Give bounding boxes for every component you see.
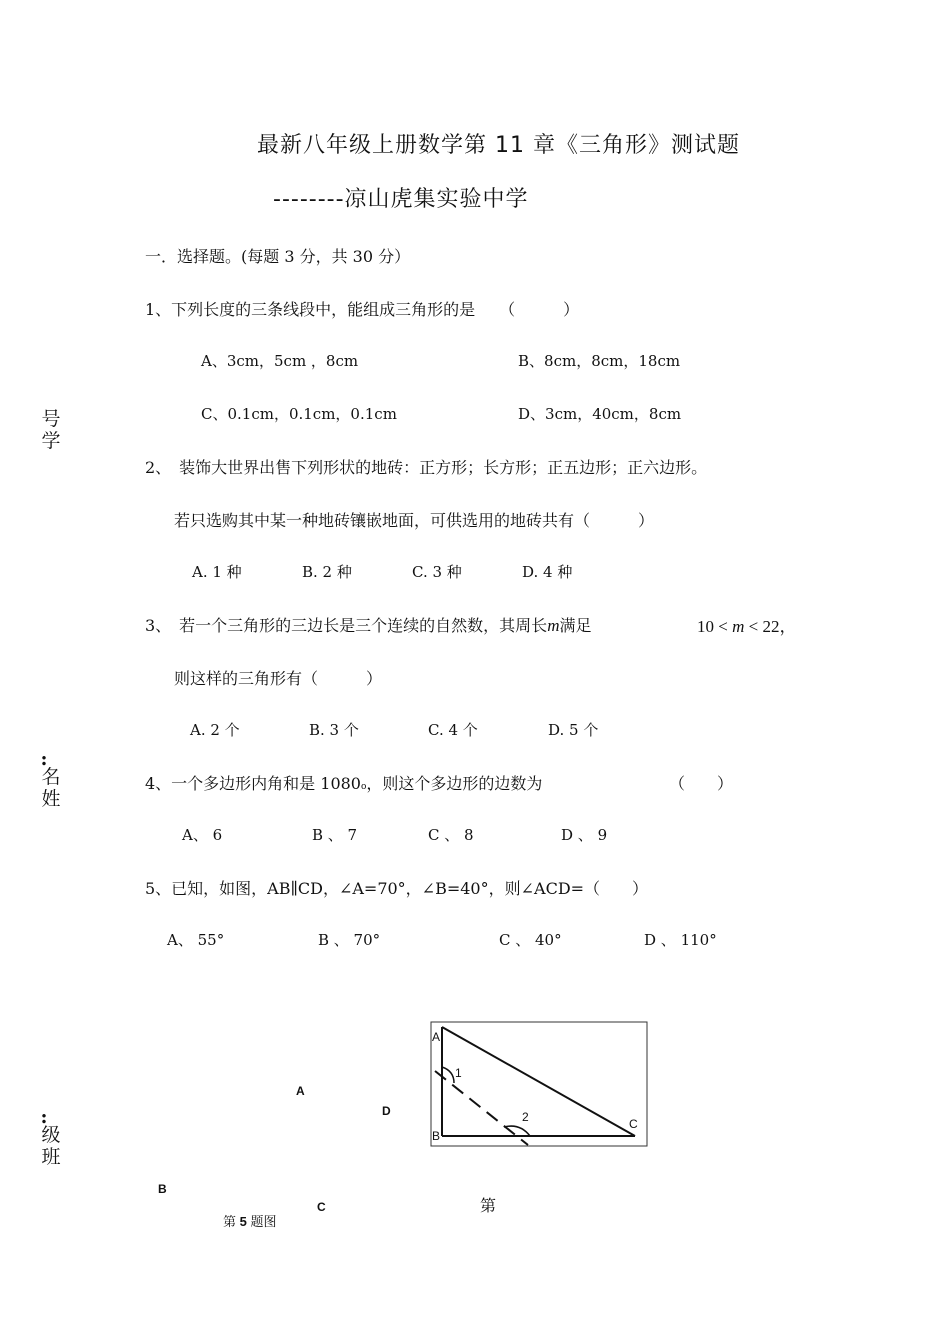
question-3-condition [697, 612, 796, 637]
question-4-option-b: B 、 7 [312, 826, 358, 844]
figure6-label-c: C [629, 1117, 638, 1131]
condition-variable: m [732, 617, 745, 636]
question-3-option-c: C. 4 个 [428, 721, 478, 739]
question-3-stem-mid: 满足 [559, 616, 592, 635]
figure6-side-ac [442, 1027, 635, 1136]
figure6-label-a: A [432, 1030, 441, 1044]
figure6-label-b: B [432, 1129, 441, 1143]
figure5-label-c: C [317, 1200, 326, 1214]
variable-m: m [547, 616, 560, 635]
question-3-option-a: A. 2 个 [190, 721, 240, 739]
figure5-label-d: D [382, 1104, 391, 1118]
figure6-diagram [430, 1021, 650, 1149]
figure6-angle-1-label: 1 [455, 1066, 462, 1080]
question-2-stem: 2、 装饰大世界出售下列形状的地砖：正方形；长方形；正五边形；正六边形。 [145, 458, 708, 477]
condition-left: 10 < [697, 617, 728, 636]
figure6-angle-1-arc [442, 1067, 454, 1083]
question-5-stem: 5、已知，如图，AB∥CD，∠A=70°，∠B=40°，则∠ACD=（ ） [145, 879, 649, 898]
figure6-angle-2-arc [504, 1126, 530, 1136]
question-2-option-b: B. 2 种 [302, 563, 352, 581]
question-1-stem: 1、下列长度的三条线段中，能组成三角形的是 （ ） [145, 300, 580, 319]
question-5-option-b: B 、 70° [318, 931, 381, 949]
question-5-option-d: D 、 110° [644, 931, 717, 949]
question-2-option-c: C. 3 种 [412, 563, 462, 581]
figure5-caption-number: 5 [239, 1214, 247, 1229]
figure5-caption-prefix: 第 [223, 1214, 240, 1229]
figure5-label-a: A [296, 1084, 305, 1098]
side-label-colon: : [40, 1106, 48, 1128]
question-4-option-c: C 、 8 [428, 826, 474, 844]
question-1-option-a: A、3cm，5cm ，8cm [201, 352, 359, 370]
question-2-stem-continued: 若只选购其中某一种地砖镶嵌地面，可供选用的地砖共有（ ） [174, 511, 655, 530]
question-4-option-a: A、 6 [182, 826, 223, 844]
side-label-student-id: 号学 [41, 408, 61, 452]
question-1-option-c: C、0.1cm，0.1cm，0.1cm [201, 405, 397, 423]
question-5-option-a: A、 55° [167, 931, 225, 949]
question-2-option-a: A. 1 种 [192, 563, 242, 581]
degree-mark: o [361, 782, 367, 792]
page-title: 最新八年级上册数学第 11 章《三角形》测试题 [257, 133, 740, 158]
section-heading: 一．选择题。(每题 3 分，共 30 分） [145, 247, 411, 266]
question-1-option-d: D、3cm，40cm，8cm [518, 405, 682, 423]
question-4-answer-bracket: （ ） [669, 774, 734, 793]
question-4-option-d: D 、 9 [561, 826, 608, 844]
figure6-caption: 第 [480, 1196, 497, 1215]
side-label-class: 级班 [41, 1124, 61, 1168]
question-4-stem-text: 4、一个多边形内角和是 1080 [145, 774, 361, 793]
figure6-angle-2-label: 2 [522, 1110, 529, 1124]
condition-right: < 22， [748, 617, 797, 636]
question-3-option-d: D. 5 个 [548, 721, 599, 739]
side-label-name: 名姓 [41, 766, 61, 810]
figure6-frame [431, 1022, 647, 1146]
question-5-option-c: C 、 40° [499, 931, 562, 949]
figure5-caption-suffix: 题图 [246, 1214, 277, 1229]
question-4-stem [145, 771, 542, 794]
figure5-caption [223, 1211, 276, 1230]
question-3-stem-continued: 则这样的三角形有（ ） [174, 669, 383, 688]
question-3-option-b: B. 3 个 [309, 721, 359, 739]
side-label-colon: : [40, 748, 48, 770]
question-3-stem-text: 3、 若一个三角形的三边长是三个连续的自然数，其周长 [145, 616, 548, 635]
question-1-option-b: B、8cm，8cm，18cm [518, 352, 681, 370]
question-4-stem-tail: ，则这个多边形的边数为 [366, 774, 543, 793]
question-3-stem [145, 613, 591, 636]
page-subtitle: --------凉山虎集实验中学 [273, 187, 529, 212]
figure5-label-b: B [158, 1182, 167, 1196]
figure6-dashed-line [435, 1071, 528, 1145]
question-2-option-d: D. 4 种 [522, 563, 573, 581]
